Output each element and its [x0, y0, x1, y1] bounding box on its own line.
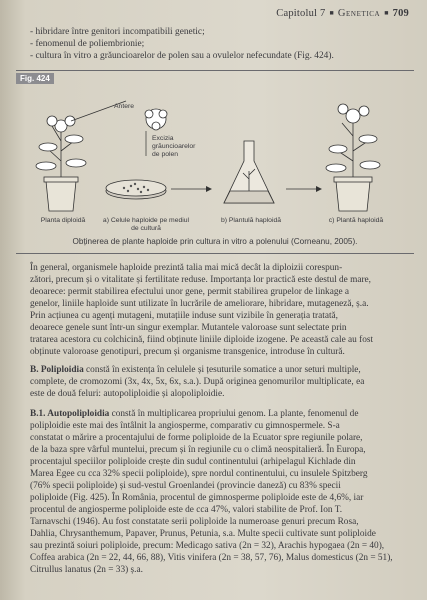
separator-square-icon: ■ [384, 9, 389, 17]
paragraph-poliploidia [30, 364, 410, 400]
paragraph-haploid [30, 262, 410, 358]
text-line: de la baza spre vârful muntelui, precum și în regiunile cu o climă neospitalieră. În Europa, [30, 445, 366, 455]
text-line: deoarece: permit stabilirea efectului unor gene, permit stabilirea grupelor de linkage a [30, 287, 350, 297]
text-line: (76% specii poliploide) și sud-vestul Groenlandei (provincie daneză) cu 83% specii [30, 481, 341, 491]
separator-square-icon: ■ [329, 9, 334, 17]
text-line: complete, de cromozomi (3x, 4x, 5x, 6x, s.a.). După originea genomurilor multiplicate, ea [30, 377, 365, 387]
text-line: Prin acțiunea cu agenți mutageni, mutațiile induse sunt vizibile în generația tratată, [30, 311, 338, 321]
bullet-item: - fenomenul de poliembrionie; [30, 39, 145, 49]
text-line: Dahlia, Chrysanthemum, Papaver, Prunus, Petunia, s.a. Multe specii cultivate sunt poliploide [30, 529, 376, 539]
text-line: Coffea arabica (2n = 22, 44, 66, 88), Vitis vinifera (2n = 38, 57, 76), Malus domesticus (2n = 51), [30, 553, 393, 563]
paragraph-autopoliploidia [30, 408, 410, 576]
text-line: B.1. Autopoliploidia constă în multiplicarea propriului genom. La plante, fenomenul de [30, 409, 359, 419]
text-line: zători, precum și o vitalitate și fertilitate reduse. Importanța lor practică este destul de mare, [30, 275, 372, 285]
text-line: sau prezintă soiuri poliploide, precum: Medicago sativa (2n = 32), Arachis hypogaea (2n = 40), [30, 541, 385, 551]
running-head [276, 8, 409, 19]
text-line: genelor, liniile haploide sunt utilizate în lucrările de ameliorare, hibridare, mutageneză, ș.a. [30, 299, 369, 309]
text-line: procentajul speciilor poliploide crește din sudul continentului (arhipelagul Kichlade din [30, 457, 356, 467]
haploid-plant-drawing [326, 104, 380, 211]
text-line: obținute valoroase genotipuri, precum și organisme transgenice, introduse în cultură. [30, 347, 345, 357]
text-line: Tarnavschi (1946). Au fost constatate serii poliploide la numeroase genuri precum Rosa, [30, 517, 359, 527]
bullet-list [30, 26, 410, 62]
text-line: Marea Egee cu cca 32% specii poliploide), spre nordul continentului, cu insulele Spitzberg [30, 469, 368, 479]
figure-424 [16, 70, 414, 254]
text-line: constatat o mărire a procentajului de forme poliploide de la Ecuator spre regiunile polare, [30, 433, 363, 443]
flask-drawing [224, 141, 274, 203]
label-antere: Antere [114, 103, 135, 110]
diploid-plant-drawing [36, 116, 86, 211]
section-title: Genetica [337, 8, 381, 19]
anther-flower-drawing [145, 109, 167, 130]
figure-tag: Fig. 424 [16, 73, 54, 84]
bullet-item: - cultura în vitro a grăuncioarelor de polen sau a ovulelor nefecundate (Fig. 424). [30, 51, 334, 61]
label-plant-haploid: c) Plantă haploidă [328, 217, 384, 224]
label-plant-diploid: Planta diploidă [40, 217, 86, 224]
figure-caption: Obținerea de plante haploide prin cultura in vitro a polenului (Corneanu, 2005). [72, 237, 358, 246]
text-line: B. Poliploidia constă în existența în celulele și țesuturile somatice a unor seturi multiple, [30, 365, 361, 375]
text-line: poliploide (Fig. 425). În România, procentul de gimnosperme poliploide este de 4,6%, iar [30, 493, 364, 503]
label-cells-haploid: a) Celule haploide pe mediul de cultură [102, 217, 190, 232]
text-line: În general, organismele haploide prezintă talia mai mică decât la diploizii corespun- [30, 263, 343, 273]
page-number: 709 [392, 8, 409, 19]
bullet-item: - hibridare între genitori incompatibili genetic; [30, 27, 205, 37]
text-line: tratarea acestora cu colchicină, fiind obținute liniile diploide izogene. Pe această cale au fost [30, 335, 374, 345]
text-line: deoarece genele sunt într-un singur exemplar. Mutantele valoroase sunt selectate prin [30, 323, 347, 333]
figure-illustration [16, 71, 414, 231]
chapter-label: Capitolul 7 [276, 8, 326, 19]
section-heading: B. Poliploidia [30, 365, 84, 375]
text-line: Citrullus lanatus (2n = 33) ș.a. [30, 565, 143, 575]
label-excizia: Excizia grăuncioarelor de polen [152, 135, 196, 158]
text-line: poliploidie este mai des întâlnit la angiosperme, comparativ cu gimnospermele. S-a [30, 421, 340, 431]
text-line: procentul de angiosperme poliploide este de cca 47%, valori stabilite de Prof. Ion T. [30, 505, 343, 515]
label-plantlet-haploid: b) Plantulă haploidă [220, 217, 282, 224]
text-line: este de două feluri: autopoliploidie și alopoliploidie. [30, 389, 225, 399]
section-heading: B.1. Autopoliploidia [30, 409, 110, 419]
petri-dish-drawing [106, 180, 166, 199]
